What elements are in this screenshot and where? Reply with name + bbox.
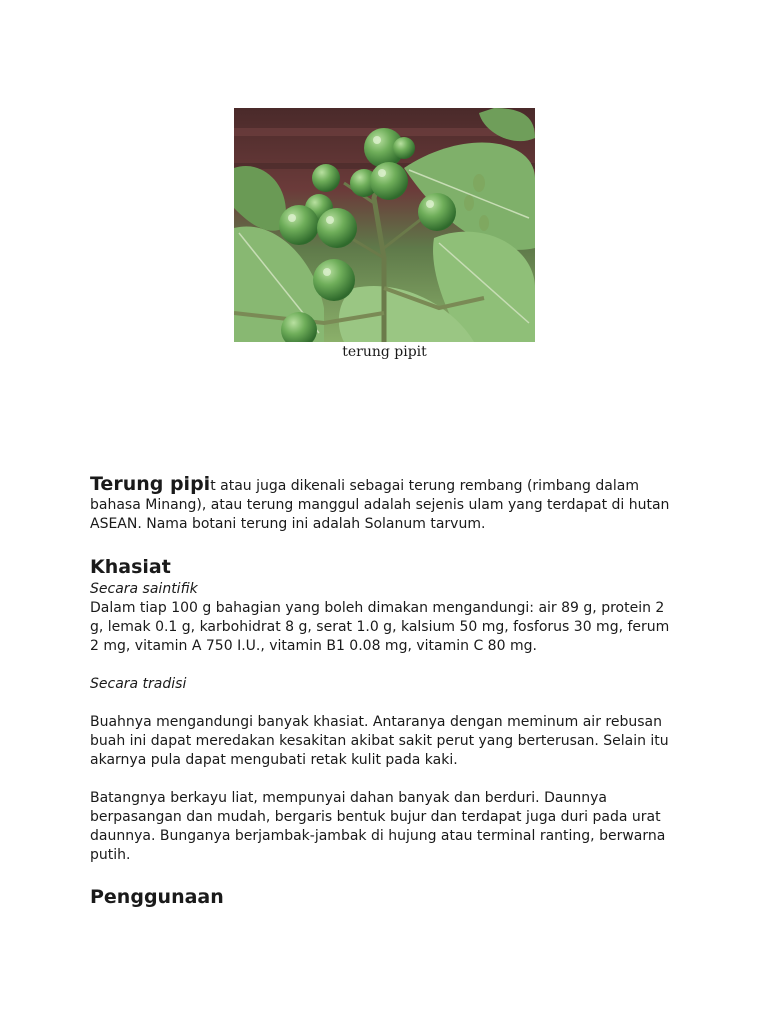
penggunaan-heading: Penggunaan	[90, 886, 224, 908]
figure-caption: terung pipit	[342, 344, 427, 360]
saintifik-label: Secara saintifik	[90, 581, 198, 597]
article-body	[90, 475, 680, 910]
khasiat-heading: Khasiat	[90, 556, 171, 578]
tradisi-text: Buahnya mengandungi banyak khasiat. Antaranya dengan meminum air rebusan buah ini dapat meredakan kesakitan akibat sakit perut yang berterusan. Selain itu akarnya pula dapat mengubati retak kulit pada kaki.	[90, 714, 669, 768]
tradisi-label: Secara tradisi	[90, 676, 187, 692]
terung-pipit-image	[234, 108, 535, 342]
batang-text: Batangnya berkayu liat, mempunyai dahan banyak dan berduri. Daunnya berpasangan dan mudah, bergaris bentuk bujur dan terdapat juga duri pada urat daunnya. Bunganya berjambak-jambak di hujung atau terminal ranting, berwarna putih.	[90, 790, 666, 863]
intro-paragraph	[90, 475, 680, 534]
plant-photo	[234, 108, 535, 342]
saintifik-text: Dalam tiap 100 g bahagian yang boleh dimakan mengandungi: air 89 g, protein 2 g, lemak 0.1 g, karbohidrat 8 g, serat 1.0 g, kalsium 50 mg, fosforus 30 mg, ferum 2 mg, vitamin A 750 I.U., vitamin B1 0.08 mg, vitamin C 80 mg.	[90, 600, 670, 654]
intro-lead: Terung pipi	[90, 473, 211, 495]
intro-text: t atau juga dikenali sebagai terung rembang (rimbang dalam bahasa Minang), atau terung manggul adalah sejenis ulam yang terdapat di hutan ASEAN. Nama botani terung ini adalah Solanum tarvum.	[90, 478, 670, 532]
